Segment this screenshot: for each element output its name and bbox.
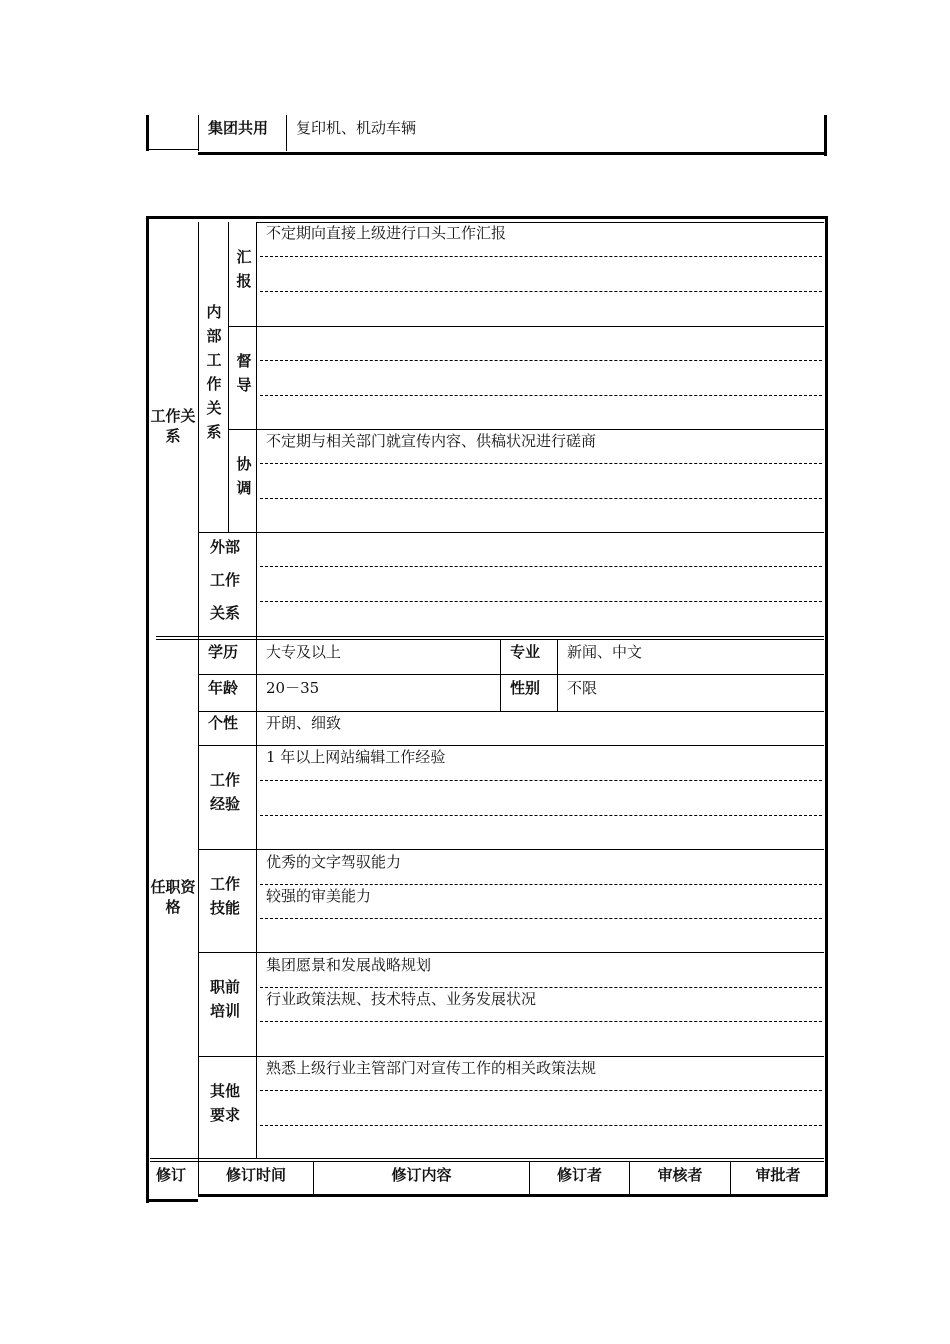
coordinate-label: 协调: [236, 455, 252, 497]
gender-label: 性别: [510, 679, 541, 697]
qualifications-label: 任职资格: [150, 878, 196, 916]
work-relations-label: 工作关系: [150, 407, 196, 445]
top-table-label: 集团共用: [208, 119, 269, 137]
personality-value: 开朗、细致: [266, 714, 342, 732]
other-label-2: 要求: [210, 1106, 241, 1124]
external-label-1: 外部: [210, 538, 241, 556]
experience-label-2: 经验: [210, 795, 241, 813]
personality-label: 个性: [208, 714, 239, 732]
major-label: 专业: [510, 643, 541, 661]
age-label: 年龄: [208, 679, 239, 697]
revision-col-reviser: 修订者: [556, 1166, 602, 1184]
skills-label-2: 技能: [210, 899, 241, 917]
internal-relations-label: 内部工作关系: [206, 303, 222, 441]
experience-label-1: 工作: [210, 771, 241, 789]
training-label-2: 培训: [210, 1002, 241, 1020]
gender-value: 不限: [567, 679, 598, 697]
training-label-1: 职前: [210, 978, 241, 996]
revision-col-approver: 审批者: [755, 1166, 801, 1184]
skills-line-1: 优秀的文字驾驭能力: [266, 853, 402, 871]
report-line-1: 不定期向直接上级进行口头工作汇报: [266, 224, 507, 242]
skills-label-1: 工作: [210, 875, 241, 893]
skills-line-2: 较强的审美能力: [266, 887, 372, 905]
report-label: 汇报: [236, 248, 252, 290]
training-line-1: 集团愿景和发展战略规划: [266, 956, 432, 974]
external-label-2: 工作: [210, 571, 241, 589]
experience-line-1: 1 年以上网站编辑工作经验: [266, 748, 446, 766]
major-value: 新闻、中文: [567, 643, 643, 661]
age-value: 20－35: [266, 679, 320, 697]
external-label-3: 关系: [210, 604, 241, 622]
other-line-1: 熟悉上级行业主管部门对宣传工作的相关政策法规: [266, 1059, 597, 1077]
revision-col-time: 修订时间: [225, 1166, 286, 1184]
supervise-label: 督导: [236, 352, 252, 394]
revision-label: 修订: [156, 1166, 187, 1184]
revision-col-content: 修订内容: [391, 1166, 452, 1184]
other-label-1: 其他: [210, 1082, 241, 1100]
education-label: 学历: [208, 643, 239, 661]
training-line-2: 行业政策法规、技术特点、业务发展状况: [266, 990, 537, 1008]
top-table-value: 复印机、机动车辆: [296, 119, 417, 137]
coordinate-line-1: 不定期与相关部门就宣传内容、供稿状况进行磋商: [266, 432, 597, 450]
education-value: 大专及以上: [266, 643, 342, 661]
revision-col-reviewer: 审核者: [657, 1166, 703, 1184]
